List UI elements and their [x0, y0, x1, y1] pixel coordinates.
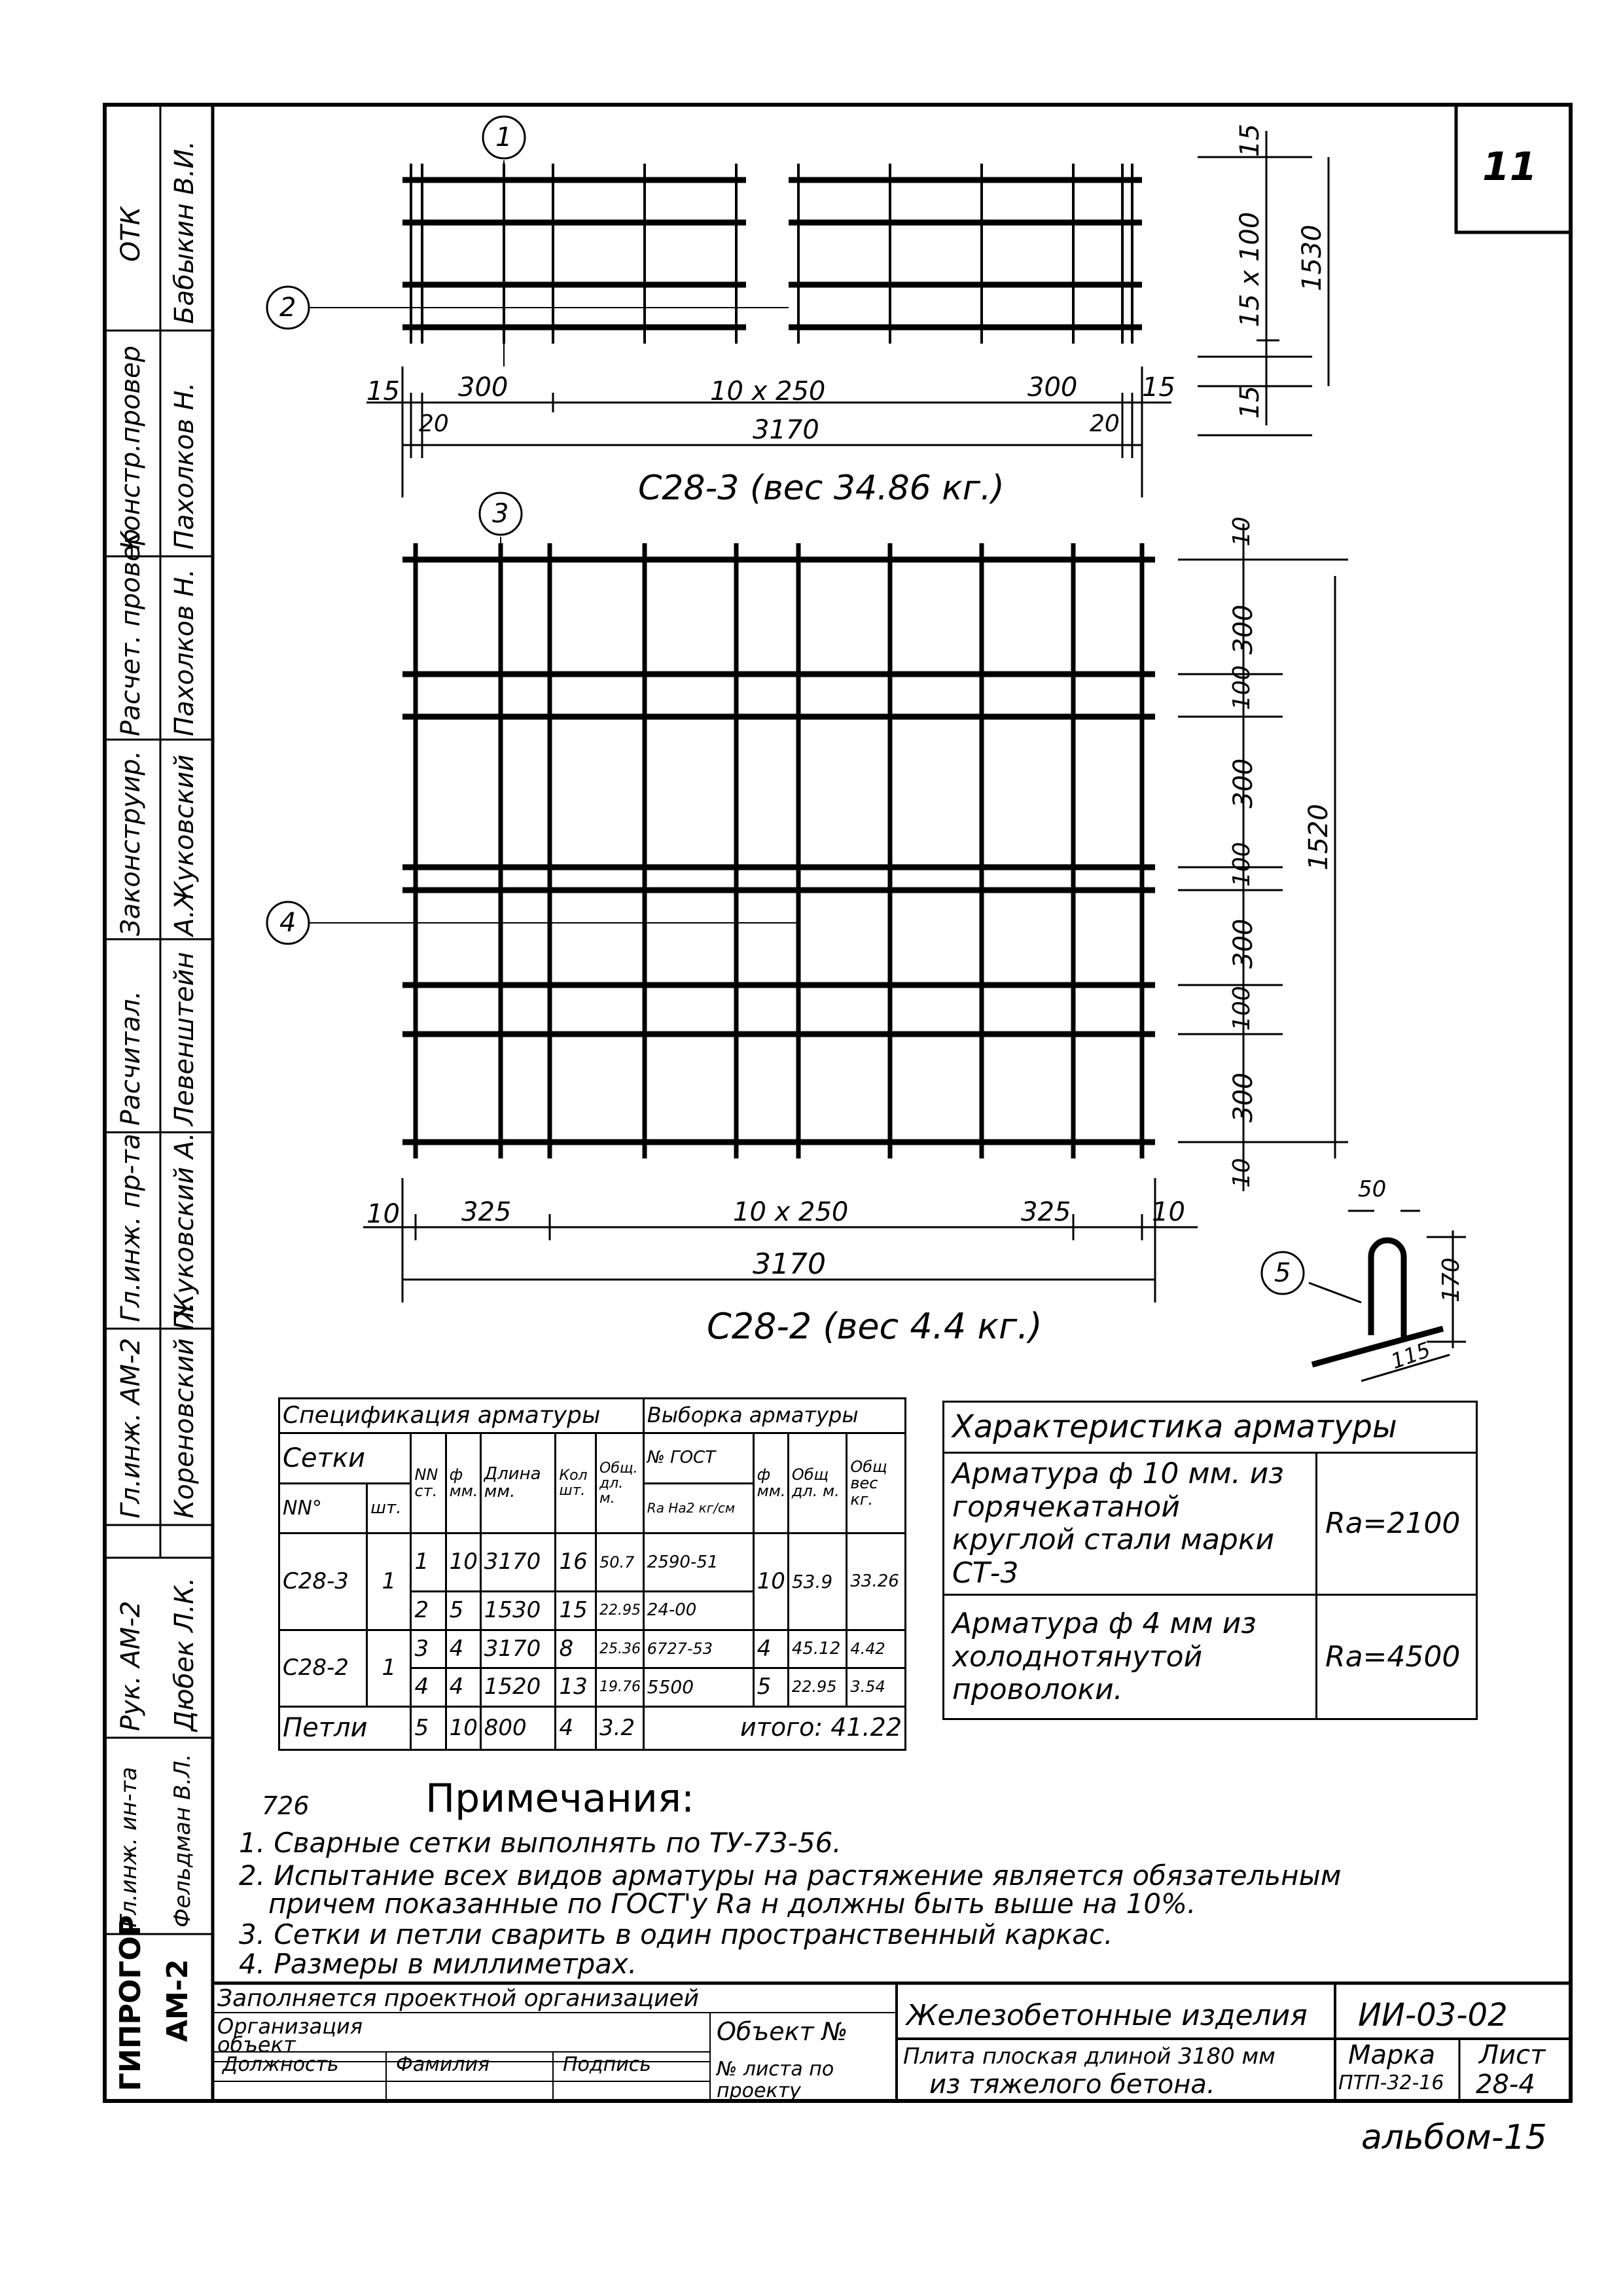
char-row1-value: Ra=2100 [1317, 1453, 1477, 1595]
characteristics-table [942, 1401, 1478, 1720]
callout-3: 3 [492, 499, 509, 529]
dim-top-left-small: 20 [419, 410, 449, 437]
callout-1: 1 [495, 122, 512, 152]
row1-gost: 24-00 [643, 1592, 753, 1630]
stamp-name-design: А.Жуковский [169, 754, 200, 936]
tb-mark-value: ПТП-32-16 [1338, 2072, 1444, 2094]
dim-bottom-middle: 10 x 250 [733, 1197, 849, 1227]
loop-base: 115 [1387, 1336, 1434, 1374]
row3-st: 4 [411, 1668, 446, 1707]
row3-tot: 19.76 [596, 1668, 644, 1707]
mesh-c28-3 [402, 180, 1142, 327]
caption-c28-3: С28-3 (вес 34.86 кг.) [638, 469, 1005, 508]
side-bottom-3: 300 [1228, 758, 1258, 808]
note-2: 2. Испытание всех видов арматуры на растяжение является обязательным [239, 1859, 1342, 1892]
tb-description-1: Плита плоская длиной 3180 мм [903, 2043, 1275, 2070]
hdr-total-len: Общ. дл. м. [596, 1433, 644, 1534]
row1-qty: 15 [556, 1592, 596, 1630]
hdr-nn: NN° [279, 1483, 367, 1533]
dim-bottom-total: 3170 [753, 1247, 826, 1281]
dim-bottom-left-edge: 10 [366, 1199, 400, 1229]
row2-sel-phi: 4 [753, 1630, 788, 1668]
note-3: 3. Сетки и петли сварить в один пространственный каркас. [239, 1918, 1113, 1950]
stamp-role-chief-project: Гл.инж. пр-та [116, 1134, 146, 1322]
side-bottom-1: 300 [1228, 604, 1258, 655]
loops-phi: 10 [446, 1706, 480, 1749]
side-bottom-5: 300 [1228, 918, 1258, 969]
dim-top-left-bay: 300 [458, 372, 508, 403]
note-4: 4. Размеры в миллиметрах. [239, 1948, 637, 1980]
tb-product: Железобетонные изделия [906, 1999, 1308, 2032]
row2-gost: 6727-53 [643, 1630, 753, 1668]
loop-detail [1262, 1211, 1466, 1381]
tb-mark-label: Марка [1348, 2040, 1436, 2070]
row3-sel-phi: 5 [753, 1668, 788, 1707]
tb-code: ИИ-03-02 [1358, 1997, 1508, 2034]
note-2-cont: причем показанные по ГОСТ'у Ra н должны быть выше на 10%. [268, 1888, 1196, 1920]
loops-tot: 3.2 [596, 1706, 644, 1749]
row0-qty: 16 [556, 1534, 596, 1592]
callout-4: 4 [279, 908, 296, 938]
loop-width: 50 [1358, 1176, 1387, 1202]
caption-c28-2: С28-2 (вес 4.4 кг.) [707, 1306, 1043, 1347]
side-top-total: 1530 [1297, 224, 1327, 291]
dim-bottom-left-bay: 325 [461, 1197, 512, 1227]
mesh-c28-2 [402, 560, 1155, 1142]
side-bottom-0: 10 [1228, 516, 1255, 547]
side-top-15x100: 15 x 100 [1235, 211, 1265, 327]
stamp-name-chief-am2: Кореновский П. [169, 1302, 200, 1518]
tb-surname: Фамилия [396, 2053, 490, 2076]
dim-top-middle: 10 x 250 [710, 376, 826, 406]
mesh-c28-3-verticals [308, 160, 1132, 367]
row3-sel-len: 22.95 [788, 1668, 847, 1707]
row0-tot: 50.7 [596, 1534, 644, 1592]
row0-st: 1 [411, 1534, 446, 1592]
stamp-role-head-am2: Рук. АМ-2 [116, 1600, 146, 1731]
row2-qty: 8 [556, 1630, 596, 1668]
row-mark-c28-2: С28-2 [279, 1630, 367, 1706]
row2-st: 3 [411, 1630, 446, 1668]
tb-object: объект [217, 2032, 296, 2057]
stamp-role-otk: ОТК [116, 206, 146, 262]
loops-label: Петли [279, 1706, 411, 1749]
dim-bottom-right-bay: 325 [1021, 1197, 1071, 1227]
dim-top-total: 3170 [753, 415, 819, 445]
dim-top-right-bay: 300 [1027, 372, 1078, 403]
row0-sel-len: 53.9 [788, 1534, 847, 1630]
loops-total: итого: 41.22 [643, 1706, 905, 1749]
tb-sheet-value: 28-4 [1476, 2070, 1535, 2100]
side-bottom-2: 100 [1228, 665, 1255, 710]
row2-tot: 25.36 [596, 1630, 644, 1668]
char-row1-desc: Арматура ф 10 мм. из горячекатаной круглой стали марки СТ-3 [944, 1453, 1317, 1595]
row2-sel-w: 4.42 [847, 1630, 906, 1668]
hdr-length: Длина мм. [480, 1433, 556, 1534]
org-dept: АМ-2 [161, 1959, 194, 2042]
char-row2-value: Ra=4500 [1317, 1595, 1477, 1719]
hdr-total-len-sel: Общ дл. м. [788, 1433, 847, 1534]
tb-sheet-label: Лист [1479, 2040, 1546, 2070]
side-top-15-bottom: 15 [1235, 386, 1265, 419]
row1-len: 1530 [480, 1592, 556, 1630]
stamp-name-chief-project: Жуковский А. [169, 1132, 200, 1322]
row3-len: 1520 [480, 1668, 556, 1707]
hdr-phi: ф мм. [446, 1433, 480, 1534]
hdr-gost: № ГОСТ [643, 1433, 753, 1483]
hdr-grids: Сетки [279, 1433, 411, 1483]
hdr-ra: Ra Hа2 кг/см [643, 1483, 753, 1533]
side-bottom-7: 300 [1228, 1072, 1258, 1122]
row-mark-c28-3: С28-3 [279, 1534, 367, 1630]
hdr-phi-sel: ф мм. [753, 1433, 788, 1534]
stamp-name-otk: Бабыкин В.И. [169, 140, 200, 324]
side-top-15: 15 [1235, 124, 1265, 157]
tb-position: Должность [223, 2053, 339, 2076]
side-bottom-6: 100 [1228, 986, 1255, 1031]
row-count-c28-3: 1 [367, 1534, 411, 1630]
row0-phi: 10 [446, 1534, 480, 1592]
note-1: 1. Сварные сетки выполнять по ТУ-73-56. [239, 1827, 842, 1859]
dim-top-right-small: 20 [1090, 410, 1120, 437]
stamp-role-calculated: Расчитал. [116, 990, 146, 1126]
row3-sel-w: 3.54 [847, 1668, 906, 1707]
org-name: ГИПРОГОР [114, 1914, 147, 2091]
tb-sheet-per-project: № листа по проекту [717, 2058, 834, 2102]
dim-top-right-edge: 15 [1142, 372, 1175, 403]
row3-qty: 13 [556, 1668, 596, 1707]
spec-table [278, 1397, 906, 1751]
side-bottom-total: 1520 [1304, 804, 1334, 870]
row2-len: 3170 [480, 1630, 556, 1668]
row0-sel-phi: 10 [753, 1534, 788, 1630]
stamp-name-calculated: Левенштейн [169, 952, 200, 1126]
hdr-nn-st: NN ст. [411, 1433, 446, 1534]
row0-len: 3170 [480, 1534, 556, 1592]
row1-phi: 5 [446, 1592, 480, 1630]
notes-prefix: 726 [262, 1791, 310, 1820]
row0-sel-w: 33.26 [847, 1534, 906, 1630]
notes-title: Примечания: [425, 1776, 695, 1821]
tb-filled-by: Заполняется проектной организацией [217, 1985, 700, 2012]
loops-qty: 4 [556, 1706, 596, 1749]
dim-bottom-right-edge: 10 [1152, 1197, 1185, 1227]
row3-gost: 5500 [643, 1668, 753, 1707]
char-title: Характеристика арматуры [944, 1402, 1477, 1453]
row3-phi: 4 [446, 1668, 480, 1707]
tb-object-no: Объект № [717, 2017, 848, 2046]
hdr-sht: шт. [367, 1483, 411, 1533]
row2-sel-len: 45.12 [788, 1630, 847, 1668]
loops-st: 5 [411, 1706, 446, 1749]
side-bottom-4: 100 [1228, 842, 1255, 887]
row-count-c28-2: 1 [367, 1630, 411, 1706]
row2-phi: 4 [446, 1630, 480, 1668]
loop-height: 170 [1438, 1257, 1465, 1302]
stamp-name-chief-inst: Фельдман В.Л. [169, 1753, 196, 1928]
loops-len: 800 [480, 1706, 556, 1749]
callout-5: 5 [1274, 1258, 1291, 1288]
tb-signature: Подпись [563, 2053, 651, 2076]
mesh-c28-2-verticals [416, 543, 1142, 1158]
stamp-role-calc: Расчет. провер [116, 528, 146, 736]
stamp-name-constr: Пахолков Н. [169, 382, 200, 550]
side-bottom-8: 10 [1228, 1158, 1255, 1188]
stamp-role-constr: Констр.провер [116, 345, 146, 550]
hdr-qty: Кол шт. [556, 1433, 596, 1534]
row1-tot: 22.95 [596, 1592, 644, 1630]
row1-st: 2 [411, 1592, 446, 1630]
hdr-total-weight: Общ вес кг. [847, 1433, 906, 1534]
tb-organization: Организация [217, 2014, 363, 2039]
callout-2: 2 [279, 293, 296, 323]
selection-title: Выборка арматуры [643, 1399, 905, 1433]
stamp-role-design: Законструир. [116, 750, 146, 936]
stamp-role-chief-am2: Гл.инж. АМ-2 [116, 1338, 146, 1518]
spec-title: Спецификация арматуры [279, 1399, 644, 1433]
tb-description-2: из тяжелого бетона. [929, 2070, 1215, 2100]
stamp-name-calc: Пахолков Н. [169, 568, 200, 736]
stamp-role-chief-inst: Гл.инж. ин-та [116, 1767, 142, 1928]
stamp-name-head-am2: Дюбек Л.К. [169, 1577, 200, 1731]
char-row2-desc: Арматура ф 4 мм из холоднотянутой проволоки. [944, 1595, 1317, 1719]
row0-gost: 2590-51 [643, 1534, 753, 1592]
sheet-number: 11 [1482, 144, 1537, 190]
outer-frame [105, 105, 1571, 2101]
album-note: альбом-15 [1361, 2118, 1547, 2157]
dim-top-left-edge: 15 [366, 376, 400, 406]
